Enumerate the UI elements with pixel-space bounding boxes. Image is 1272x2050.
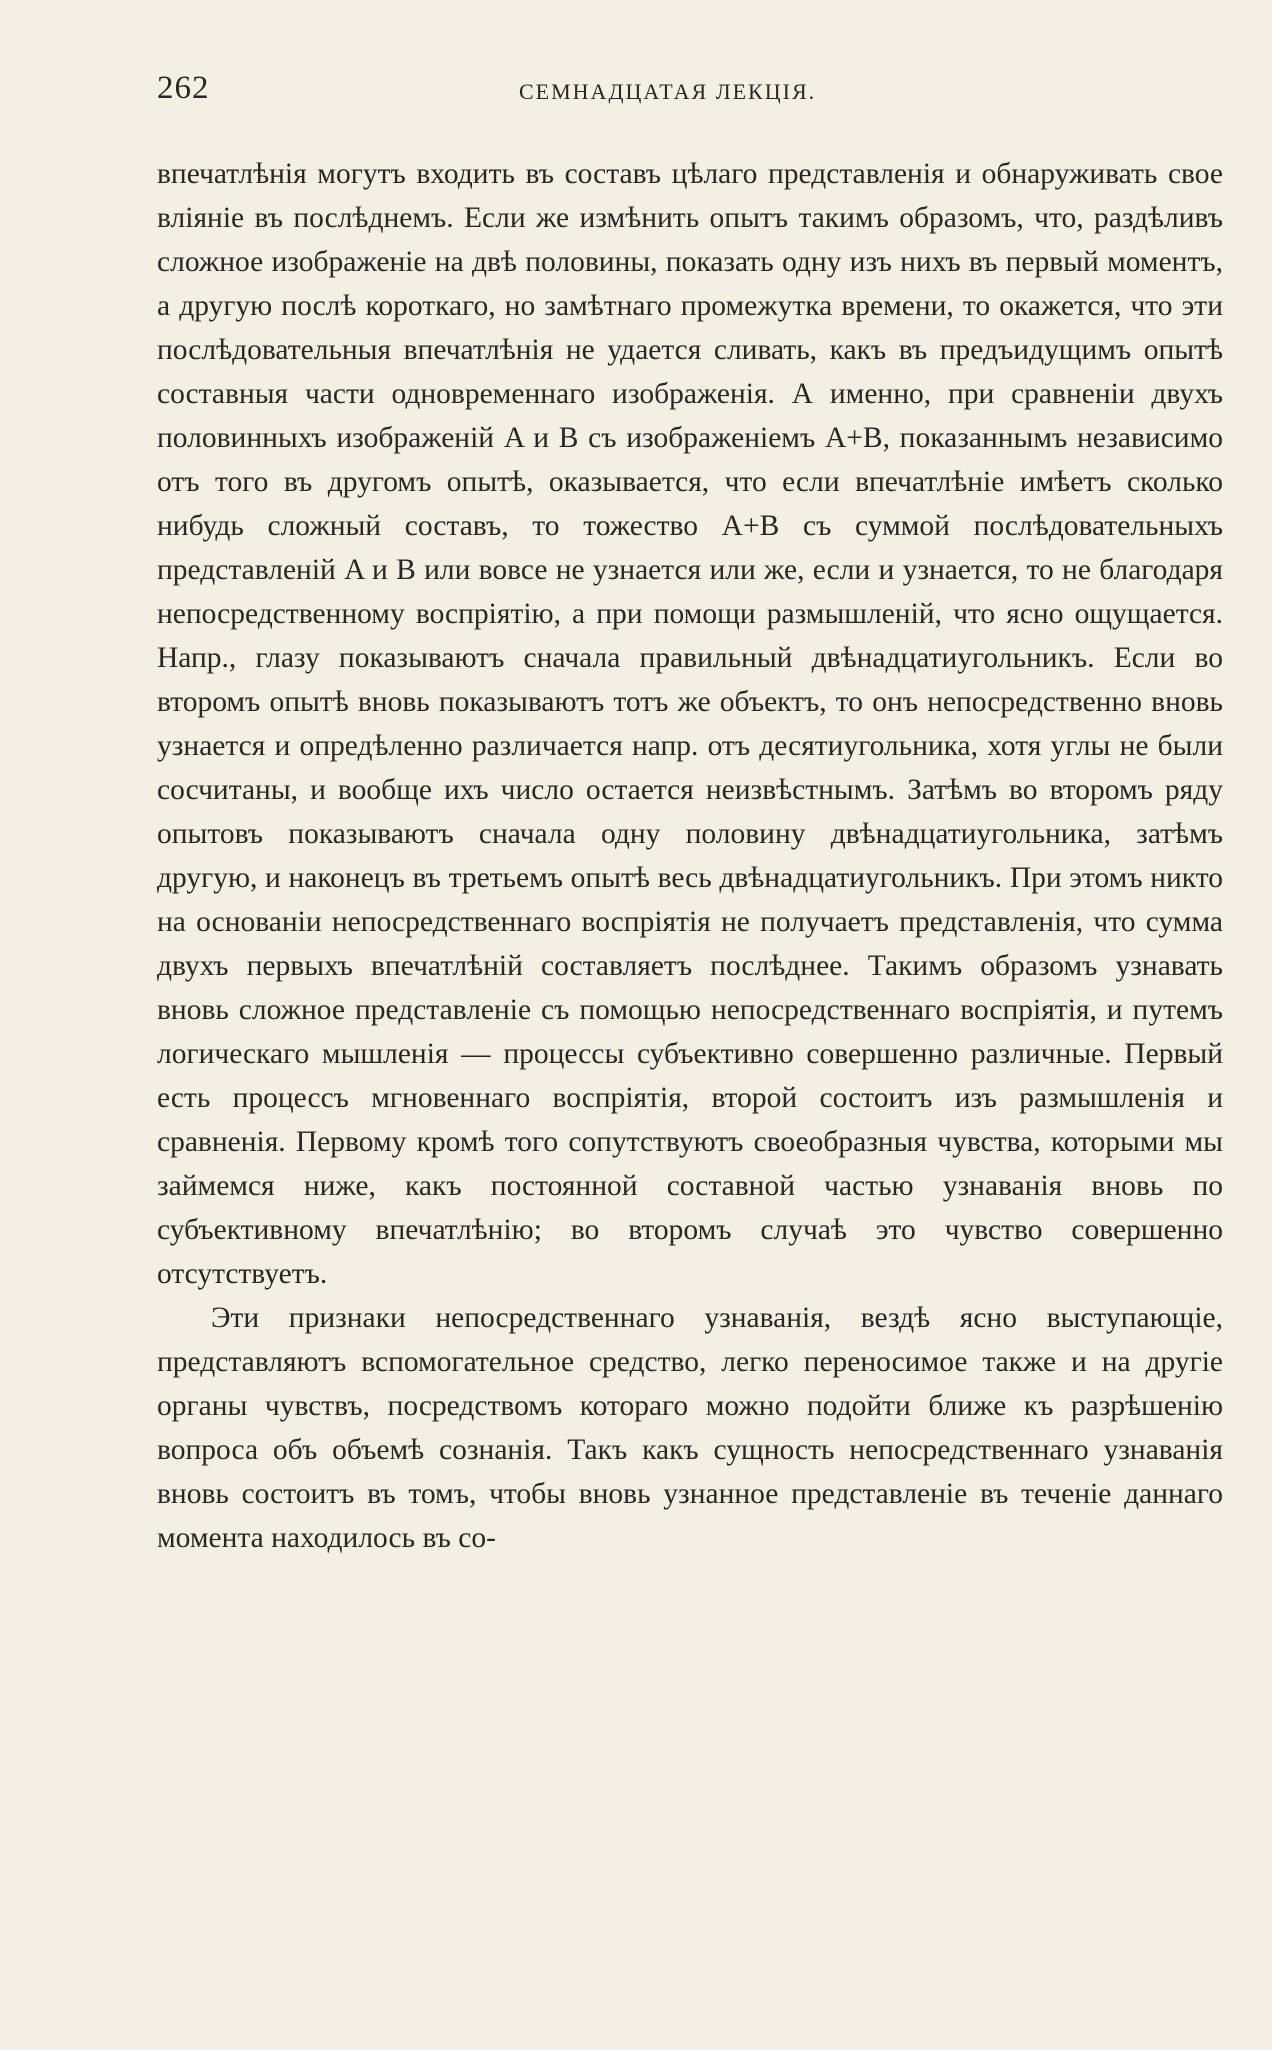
- body-text: [157, 152, 1223, 1560]
- running-title: СЕМНАДЦАТАЯ ЛЕКЦІЯ.: [519, 79, 817, 104]
- page-header: [157, 70, 1223, 120]
- paragraph: Эти признаки непосредственнаго узнаванія, вездѣ ясно выступающіе, представляютъ вспомогательное средство, легко переносимое также и на другіе органы чувствъ, посредствомъ котораго можно подойти ближе къ разрѣшенію вопроса объ объемѣ сознанія. Такъ какъ сущность непосредственнаго узнаванія вновь состоитъ въ томъ, чтобы вновь узнанное представленіе въ теченіе даннаго момента находилось въ со-: [157, 1302, 1223, 1554]
- paragraph: впечатлѣнія могутъ входить въ составъ цѣлаго представленія и обнаруживать свое вліяніе въ послѣднемъ. Если же измѣнить опытъ такимъ образомъ, что, раздѣливъ сложное изображеніе на двѣ половины, показать одну изъ нихъ въ первый моментъ, а другую послѣ короткаго, но замѣтнаго промежутка времени, то окажется, что эти послѣдовательныя впечатлѣнія не удается сливать, какъ въ предъидущимъ опытѣ составныя части одновременнаго изображенія. А именно, при сравненіи двухъ половинныхъ изображеній A и B съ изображеніемъ A+B, показаннымъ независимо отъ того въ другомъ опытѣ, оказывается, что если впечатлѣніе имѣетъ сколько нибудь сложный составъ, то тожество A+B съ суммой послѣдовательныхъ представленій A и B или вовсе не узнается или же, если и узнается, то не благодаря непосредственному воспріятію, а при помощи размышленій, что ясно ощущается. Напр., глазу показываютъ сначала правильный двѣнадцатиугольникъ. Если во второмъ опытѣ вновь показываютъ тотъ же объектъ, то онъ непосредственно вновь узнается и опредѣленно различается напр. отъ десятиугольника, хотя углы не были сосчитаны, и вообще ихъ число остается неизвѣстнымъ. Затѣмъ во второмъ ряду опытовъ показываютъ сначала одну половину двѣнадцатиугольника, затѣмъ другую, и наконецъ въ третьемъ опытѣ весь двѣнадцатиугольникъ. При этомъ никто на основаніи непосредственнаго воспріятія не получаетъ представленія, что сумма двухъ первыхъ впечатлѣній составляетъ послѣднее. Такимъ образомъ узнавать вновь сложное представленіе съ помощью непосредственнаго воспріятія, и путемъ логическаго мышленія — процессы субъективно совершенно различные. Первый есть процессъ мгновеннаго воспріятія, второй состоитъ изъ размышленія и сравненія. Первому кромѣ того сопутствуютъ своеобразныя чувства, которыми мы займемся ниже, какъ постоянной составной частью узнаванія вновь по субъективному впечатлѣнію; во второмъ случаѣ это чувство совершенно отсутствуетъ.: [157, 158, 1223, 1290]
- page-number: 262: [157, 70, 210, 106]
